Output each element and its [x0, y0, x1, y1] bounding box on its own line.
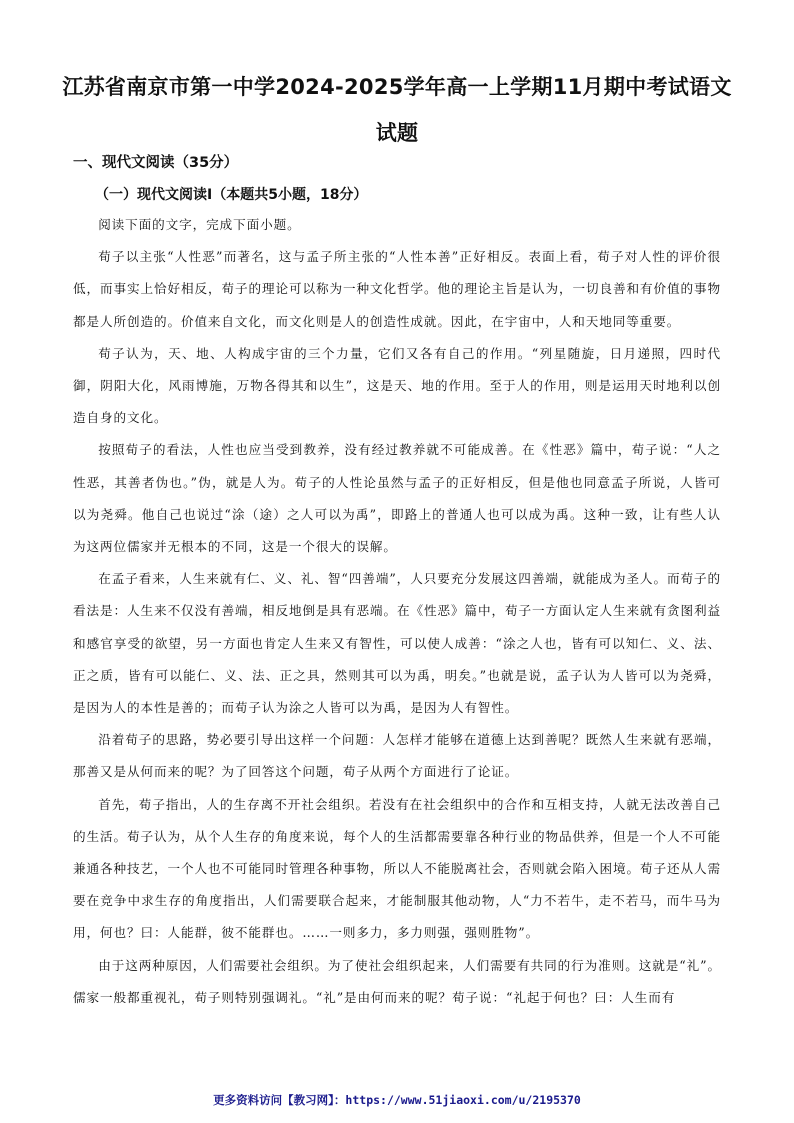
passage-paragraph: 在孟子看来，人生来就有仁、义、礼、智“四善端”，人只要充分发展这四善端，就能成为圣人。而荀子的看法是：人生来不仅没有善端，相反地倒是具有恶端。在《性恶》篇中，荀子一方面认定人生来就有贪图利益和感官享受的欲望，另一方面也肯定人生来又有智性，可以使人成善：“涂之人也，皆有可以知仁、义、法、正之质，皆有可以能仁、义、法、正之具，然则其可以为禹，明矣。”也就是说，孟子认为人皆可以为尧舜，是因为人的本性是善的；而荀子认为涂之人皆可以为禹，是因为人有智性。 [73, 571, 721, 716]
passage-paragraph: 由于这两种原因，人们需要社会组织。为了使社会组织起来，人们需要有共同的行为准则。这就是“礼”。儒家一般都重视礼，荀子则特别强调礼。“礼”是由何而来的呢？荀子说：“礼起于何也？曰：人生而有 [73, 957, 721, 1005]
section-heading: 一、现代文阅读（35分） [73, 155, 239, 171]
passage-paragraph: 首先，荀子指出，人的生存离不开社会组织。若没有在社会组织中的合作和互相支持，人就无法改善自己的生活。荀子认为，从个人生存的角度来说，每个人的生活都需要靠各种行业的物品供养，但是一个人不可能兼通各种技艺，一个人也不可能同时管理各种事物，所以人不能脱离社会，否则就会陷入困境。荀子还从人需要在竞争中求生存的角度指出，人们需要联合起来，才能制服其他动物，人“力不若牛，走不若马，而牛马为用，何也？曰：人能群，彼不能群也。……一则多力，多力则强，强则胜物”。 [73, 796, 721, 941]
passage-body [73, 209, 721, 1014]
sub-heading: （一）现代文阅读Ⅰ（本题共5小题，18分） [95, 187, 368, 203]
passage-paragraph: 荀子以主张“人性恶”而著名，这与孟子所主张的“人性本善”正好相反。表面上看，荀子对人性的评价很低，而事实上恰好相反，荀子的理论可以称为一种文化哲学。他的理论主旨是认为，一切良善和有价值的事物都是人所创造的。价值来自文化，而文化则是人的创造性成就。因此，在宇宙中，人和天地同等重要。 [73, 249, 721, 329]
passage-paragraph: 按照荀子的看法，人性也应当受到教养，没有经过教养就不可能成善。在《性恶》篇中，荀子说：“人之性恶，其善者伪也。”伪，就是人为。荀子的人性论虽然与孟子的正好相反，但是他也同意孟子所说，人皆可以为尧舜。他自己也说过“涂（途）之人可以为禹”，即路上的普通人也可以成为禹。这种一致，让有些人认为这两位儒家并无根本的不同，这是一个很大的误解。 [73, 442, 721, 555]
footer-link[interactable]: 更多资料访问【教习网】：https://www.51jiaoxi.com/u/2195370 [213, 1093, 581, 1107]
passage-paragraph: 荀子认为，天、地、人构成宇宙的三个力量，它们又各有自己的作用。“列星随旋，日月递照，四时代御，阴阳大化，风雨博施，万物各得其和以生”，这是天、地的作用。至于人的作用，则是运用天时地利以创造自身的文化。 [73, 345, 721, 426]
passage-paragraph: 沿着荀子的思路，势必要引导出这样一个问题：人怎样才能够在道德上达到善呢？既然人生来就有恶端，那善又是从何而来的呢？为了回答这个问题，荀子从两个方面进行了论证。 [73, 732, 721, 780]
document-title: 江苏省南京市第一中学2024-2025学年高一上学期11月期中考试语文试题 [62, 75, 732, 145]
instruction-paragraph: 阅读下面的文字，完成下面小题。 [98, 217, 301, 232]
